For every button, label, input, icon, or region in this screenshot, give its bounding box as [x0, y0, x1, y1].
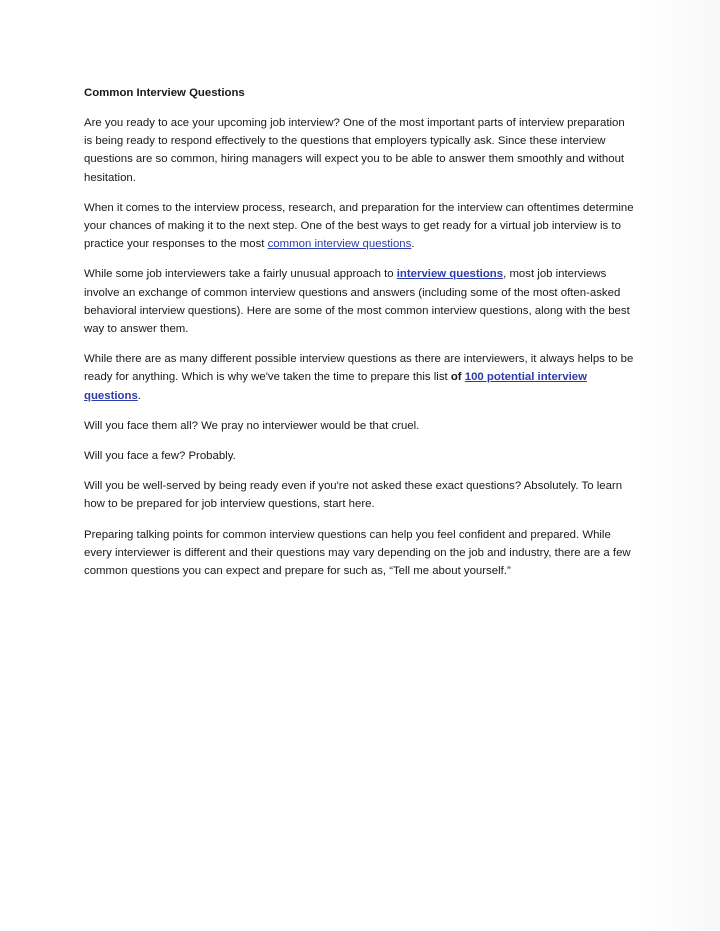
page-edge-shade [638, 0, 720, 931]
paragraph-text: While there are as many different possible interview questions as there are interviewers, it always helps to be ready for anything. Which is why we've taken the time to prepare this list [84, 353, 634, 384]
paragraph-face-few: Will you face a few? Probably. [84, 450, 236, 463]
paragraph-text: . [137, 389, 141, 402]
paragraph-face-all: Will you face them all? We pray no interviewer would be that cruel. [84, 419, 420, 432]
paragraph-talking-points: Preparing talking points for common interview questions can help you feel confident and prepared. While every interviewer is different and their questions may vary depending on the job and industry, there are a few common questions you can expect and prepare for such as, “Tell me about yourself.” [84, 528, 631, 578]
paragraph-preparation [84, 199, 636, 254]
paragraph-intro: Are you ready to ace your upcoming job interview? One of the most important parts of interview preparation is being ready to respond effectively to the questions that employers typically ask. Since these interview questions are so common, hiring managers will expect you to be able to answer them smoothly and without hesitation. [84, 117, 625, 184]
paragraph-text: While some job interviewers take a fairly unusual approach to [84, 268, 397, 281]
paragraph-text: When it comes to the interview process, research, and preparation for the interview can oftentimes determine your chances of making it to the next step. One of the best ways to get ready for a virtual job interview is to practice your responses to the most [84, 201, 634, 251]
link-100-potential-interview-questions[interactable]: 100 potential interview questions [84, 371, 587, 402]
paragraph-well-served: Will you be well-served by being ready even if you're not asked these exact questions? Absolutely. To learn how to be prepared for job interview questions, start here. [84, 480, 623, 511]
document-body [84, 84, 636, 592]
paragraph-text: . [411, 238, 415, 251]
paragraph-text: , most job interviews involve an exchange of common interview questions and answers (including some of the most often-asked behavioral interview questions). Here are some of the most common interview questions, along with the best way to answer them. [84, 268, 630, 336]
link-interview-questions[interactable]: interview questions [396, 268, 504, 281]
link-common-interview-questions[interactable]: common interview questions [267, 238, 412, 251]
paragraph-list [84, 350, 636, 405]
paragraph-approach [84, 265, 636, 338]
document-title: Common Interview Questions [84, 87, 245, 99]
paragraph-bold-text: of [450, 371, 465, 384]
